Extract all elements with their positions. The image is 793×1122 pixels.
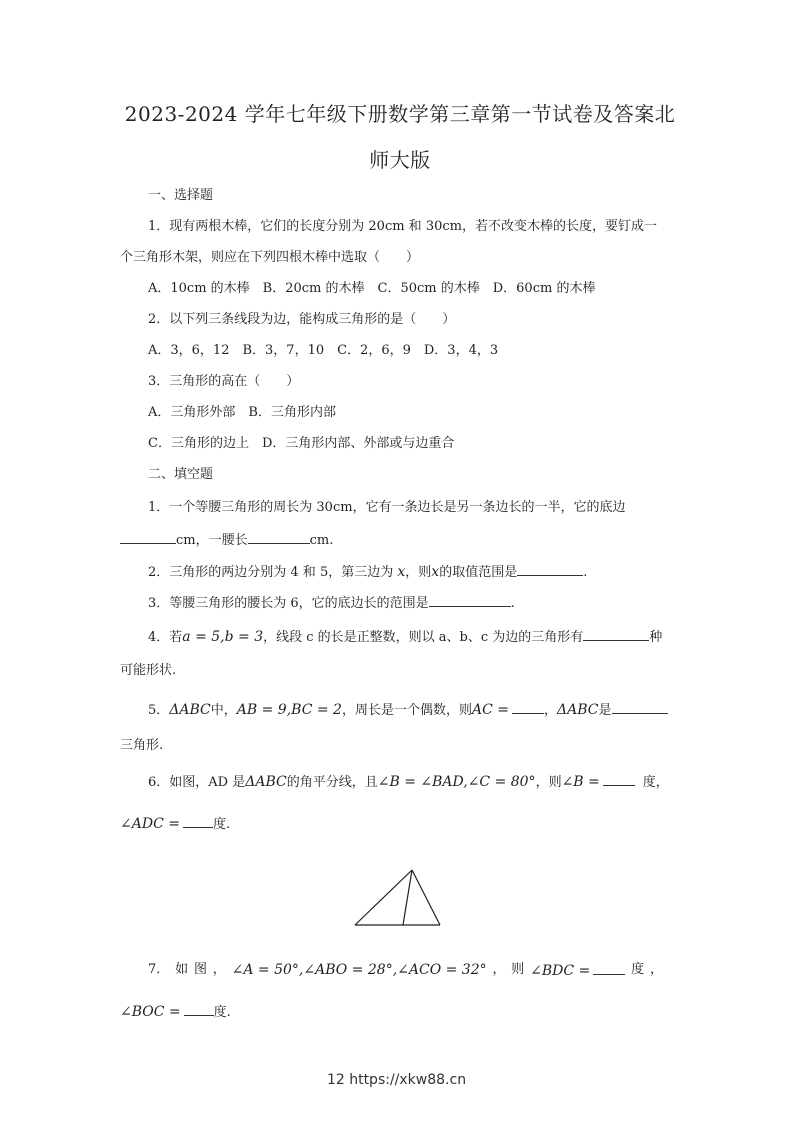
answer-blank[interactable] [248,531,310,544]
fill-5-line-2: 三角形. [120,738,164,753]
side-ab [355,870,412,925]
question-1-line-1: 1．现有两根木棒，它们的长度分别为 20cm 和 30cm，若不改变木棒的长度，要钉成一 [148,219,657,234]
side-ac [412,870,440,925]
fill-3: 3．等腰三角形的腰长为 6，它的底边长的范围是 . [148,596,515,611]
question-2-options: A．3，6，12 B．3，7，10 C．2，6，9 D．3，4，3 [148,343,499,358]
bisector-ad [403,870,412,925]
question-3-options-2: C．三角形的边上 D．三角形内部、外部或与边重合 [148,436,455,451]
fill-6-line-2: ∠ADC = 度. [120,816,231,832]
question-3-options-1: A．三角形外部 B．三角形内部 [148,405,336,420]
fill-1-line-2: cm，一腰长 cm. [120,531,333,549]
section-heading-choice: 一、选择题 [148,188,214,203]
title-line-1: 2023-2024 学年七年级下册数学第三章第一节试卷及答案北 [124,102,676,126]
answer-blank[interactable] [612,701,668,714]
question-2-text: 2．以下列三条线段为边，能构成三角形的是（ ） [148,312,456,327]
fill-1-line-1: 1．一个等腰三角形的周长为 30cm，它有一条边长是另一条边长的一半，它的底边 [148,500,626,515]
section-heading-fill: 二、填空题 [148,467,214,482]
answer-blank[interactable] [120,531,176,544]
answer-blank[interactable] [183,815,213,828]
fill-4-line-2: 可能形状. [120,663,177,678]
fill-6-line-1: 6．如图，AD 是ΔABC的角平分线，且∠B = ∠BAD,∠C = 80°，则∠B = 度， [148,774,669,790]
fill-7-line-2: ∠BOC = 度. [120,1004,231,1020]
title-line-2: 师大版 [369,148,431,172]
answer-blank[interactable] [593,962,625,975]
fill-7-line-1: 7． 如 图 ， ∠A = 50°,∠ABO = 28°,∠ACO = 32° ， 则 ∠BDC = 度 ， [148,962,663,979]
answer-blank[interactable] [512,701,544,714]
question-3-text: 3．三角形的高在（ ） [148,374,300,389]
page-footer-link[interactable]: 12 https://xkw88.cn [326,1072,467,1088]
question-1-options: A．10cm 的木棒 B．20cm 的木棒 C．50cm 的木棒 D．60cm 的木棒 [148,281,596,296]
triangle-figure [335,848,465,943]
fill-5-line-1: 5．ΔABC中，AB = 9,BC = 2，周长是一个偶数，则AC = ，ΔABC是 [148,701,668,719]
answer-blank[interactable] [603,773,635,786]
answer-blank[interactable] [429,594,511,607]
fill-2: 2．三角形的两边分别为 4 和 5，第三边为 x，则x的取值范围是 . [148,564,588,580]
answer-blank[interactable] [517,563,583,576]
fill-4-line-1: 4．若a = 5,b = 3，线段 c 的长是正整数，则以 a、b、c 为边的三角形有 种 [148,629,663,645]
answer-blank[interactable] [583,628,649,641]
question-1-line-2: 个三角形木架，则应在下列四根木棒中选取（ ） [120,250,420,265]
answer-blank[interactable] [184,1003,214,1016]
